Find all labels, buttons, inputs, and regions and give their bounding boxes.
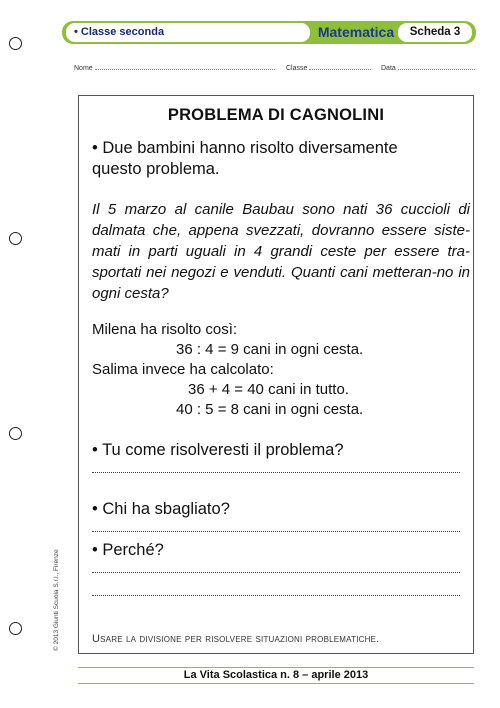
name-field[interactable]	[74, 63, 275, 72]
milena-intro: Milena ha risolto così:	[92, 321, 238, 338]
intro-line-1: • Due bambini hanno risolto diversamente	[92, 139, 398, 157]
copyright-text: © 2013 Giunti Scuola S.r.l., Firenze	[53, 549, 60, 651]
sheet-number: Scheda 3	[398, 23, 472, 42]
binder-hole-upper	[9, 232, 22, 245]
salima-calc-2: 40 : 5 = 8 cani in ogni cesta.	[176, 401, 364, 418]
page-title: PROBLEMA DI CAGNOLINI	[167, 106, 385, 124]
milena-calc: 36 : 4 = 9 cani in ogni cesta.	[176, 341, 364, 358]
intro-line-2: questo problema.	[92, 160, 220, 178]
date-field-line	[398, 63, 475, 70]
binder-hole-bottom	[9, 622, 22, 635]
date-field-label: Data	[381, 65, 396, 72]
answer-line-2[interactable]	[92, 531, 460, 532]
class-field[interactable]	[286, 63, 371, 72]
teacher-note: Usare la divisione per risolvere situazioni problematiche.	[92, 633, 380, 645]
question-3: • Perché?	[92, 541, 164, 559]
date-field[interactable]	[381, 63, 475, 72]
name-field-line	[95, 63, 275, 70]
question-2: • Chi ha sbagliato?	[92, 500, 230, 518]
class-label: • Classe seconda	[66, 23, 310, 42]
problem-text: Il 5 marzo al canile Baubau sono nati 36 cuccioli di dalmata che, appena svezzati, dovranno essere siste-mati in parti uguali in 4 grandi ceste per essere tra-sportati nei negozi e venduti. Quanti cani metteran-no in ogni cesta?	[92, 201, 470, 302]
question-1: • Tu come risolveresti il problema?	[92, 441, 344, 459]
answer-line-3[interactable]	[92, 572, 460, 573]
student-fields	[74, 63, 476, 75]
binder-hole-lower	[9, 427, 22, 440]
answer-line-1[interactable]	[92, 472, 460, 473]
salima-calc-1: 36 + 4 = 40 cani in tutto.	[188, 381, 349, 398]
footer: La Vita Scolastica n. 8 – aprile 2013	[78, 667, 474, 684]
salima-intro: Salima invece ha calcolato:	[92, 361, 274, 378]
subject-label: Matematica	[317, 24, 395, 40]
binder-hole-top	[9, 37, 22, 50]
class-field-label: Classe	[286, 65, 308, 72]
class-field-line	[309, 63, 371, 70]
name-field-label: Nome	[74, 65, 93, 72]
answer-line-4[interactable]	[92, 595, 460, 596]
